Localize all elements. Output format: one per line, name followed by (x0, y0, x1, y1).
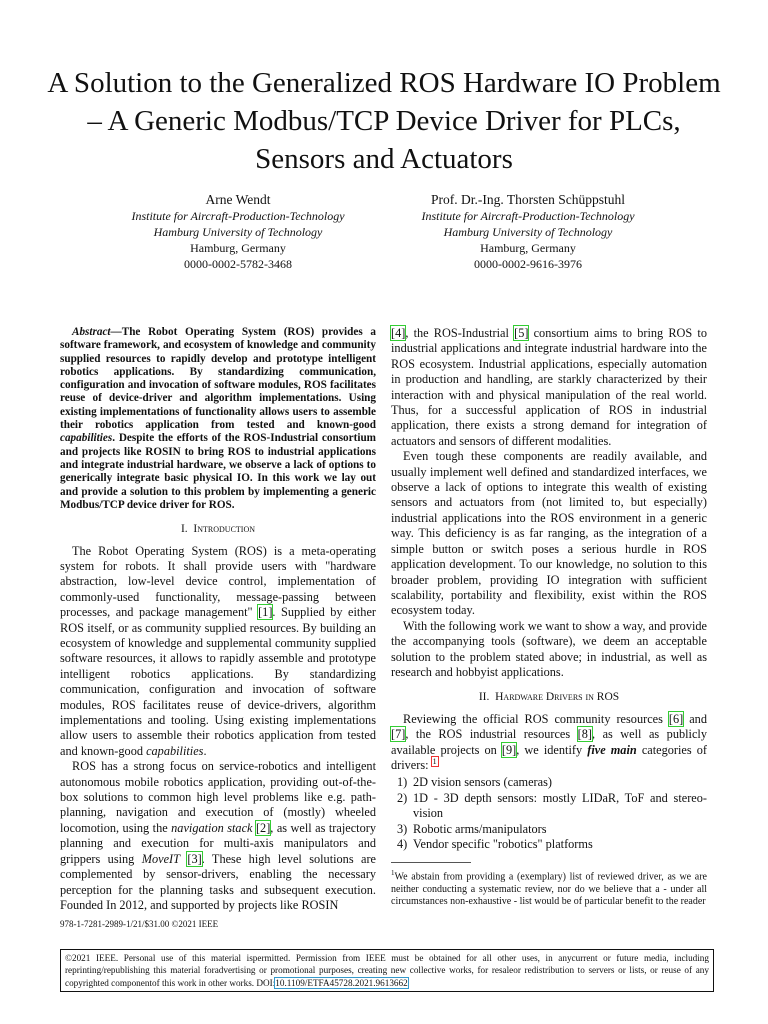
author-name: Prof. Dr.-Ing. Thorsten Schüppstuhl (431, 192, 625, 207)
list-text: Robotic arms/manipulators (413, 821, 547, 836)
text-run: , the ROS industrial resources (405, 727, 578, 742)
citation-link[interactable]: [8] (577, 727, 593, 742)
author-block-2 (378, 192, 678, 272)
citation-link[interactable]: [5] (514, 326, 529, 340)
right-paragraph-1 (391, 326, 707, 449)
citation-link[interactable]: [7] (391, 727, 406, 742)
text-run: and (683, 711, 707, 726)
abstract-text-end: . Despite the efforts of the ROS-Industrial consortium and projects like ROSIN to bring ROS to industrial applications and integrate industrial hardware, we observe a lack of options to generically integrate basic physical IO. In this work we lay out and provide a solution to this problem by implementing a generic Modbus/TCP device driver for ROS. (60, 432, 376, 511)
author-location: Hamburg, Germany (480, 241, 576, 255)
text-run: , as well as trajectory planning and execution for multi-axis manipulators and grippers using (60, 820, 376, 866)
intro-paragraph-1 (60, 544, 376, 760)
abstract-text: The Robot Operating System (ROS) provides a software framework, and ecosystem of knowledge and community supplied resources to rapidly develop and prototype intelligent robotics applications. By standardizing communication, configuration and invocation of software modules, ROS facilitates reuse of device-driver and algorithm implementations. Using existing implementations of functionality allows users to assemble their robotics application from tested and known-good (60, 326, 376, 432)
text-run: . These high level solutions are complemented by sensor-drivers, enabling the necessary perception for the planning tasks and subsequent execution. Founded In 2012, and supported by projects like ROSIN (60, 851, 377, 912)
citation-link[interactable]: [9] (501, 742, 517, 757)
text-emphasis: capabilities (146, 743, 204, 758)
author-orcid: 0000-0002-5782-3468 (184, 257, 292, 271)
text-run: . (203, 743, 207, 758)
author-orcid: 0000-0002-9616-3976 (474, 257, 582, 271)
abstract-label: Abstract (72, 326, 111, 338)
list-text: Vendor specific "robotics" platforms (413, 837, 593, 851)
text-run: , we identify (516, 742, 588, 757)
text-run: consortium aims to bring ROS to industrial applications and integrate industrial hardware into the ROS ecosystem. Industrial applications, especially automation in production and handling, are starkly characterized by their interaction with and physical manipulation of the real world. Thus, for a successful application of ROS in industrial application, there exists a strong demand for integration of actuators and sensors of different modalities. (391, 326, 707, 448)
text-run: . Supplied by either ROS itself, or as community supplied resources. By building an ecosystem of knowledge and supplemental community supplied software resources, it allows to rapidly assemble and prototype intelligent robotics applications. By standardizing communication, configuration and invocation of software modules, ROS facilitates reuse of device-drivers, algorithm implementations and tooling. Using existing implementations allow users to assemble their robotics application from tested and known-good (60, 605, 377, 758)
author-block-1 (88, 192, 388, 272)
list-text: 1D - 3D depth sensors: mostly LIDaR, ToF and stereo-vision (413, 790, 707, 821)
list-number: 3) (397, 821, 408, 836)
list-number: 1) (397, 775, 408, 790)
section-title: Hardware Drivers in ROS (495, 691, 620, 704)
author-institute: Institute for Aircraft-Production-Technology (421, 209, 635, 223)
section-heading-intro (60, 522, 376, 537)
text-run: ROS has a strong focus on service-robotics and intelligent autonomous mobile robotics application, providing out-of-the-box solutions to common high level problems like e.g. path-planning, navigation and execution of (mostly) wheeled locomotion, using the (60, 759, 376, 835)
citation-link[interactable]: [3] (187, 851, 202, 866)
isbn-line: 978-1-7281-2989-1/21/$31.00 ©2021 IEEE (60, 919, 219, 929)
author-university: Hamburg University of Technology (443, 225, 613, 239)
footnote-number: 1 (391, 869, 395, 878)
section-title: Introduction (193, 523, 256, 536)
citation-link[interactable]: [1] (258, 605, 273, 620)
author-location: Hamburg, Germany (190, 241, 286, 255)
left-column (60, 326, 376, 913)
section-number: II. (478, 691, 490, 704)
section-heading-hardware (391, 690, 707, 705)
doi-link[interactable]: 10.1109/ETFA45728.2021.9613662 (275, 977, 408, 988)
text-run: , as well as publicly available projects on (391, 727, 707, 757)
right-paragraph-3: With the following work we want to show a way, and provide the accompanying tools (software), we deem an acceptable solution to the problem stated above; in industrial, as well as research and hobbyist applications. (391, 618, 707, 679)
citation-link[interactable]: [6] (668, 711, 684, 726)
text-run: Reviewing the official ROS community resources (403, 711, 669, 726)
list-item (391, 822, 707, 837)
list-item (391, 791, 707, 822)
footnote-link[interactable]: 1 (432, 756, 437, 766)
footnote-text: We abstain from providing a (exemplary) list of reviewed driver, as we are neither conducting a systematic review, nor do we believe that a - under all circumstances non-exhaustive - list would be of particular benefit to the reader (391, 871, 707, 907)
citation-link[interactable]: [2] (255, 820, 271, 835)
hardware-paragraph (391, 712, 707, 774)
right-paragraph-2: Even tough these components are readily available, and usually implement well defined and standardized interfaces, we observe a lack of options to integrate this wealth of existing sensors and actuators from (not limited to, but especially) industrial applications into the ROS environment in a generic way. This deficiency is as far ranging, as the integration of a simple button or switch poses a serious hurdle in ROS application development. To our knowledge, no solution to this broader problem, providing IO integration with sufficient scalability, portability and flexibility, exist within the ROS ecosystem today. (391, 449, 707, 618)
abstract (60, 326, 376, 512)
list-number: 2) (397, 790, 408, 805)
footnote-divider (391, 862, 471, 863)
text-run: , the ROS-Industrial (405, 326, 515, 340)
list-text: 2D vision sensors (cameras) (413, 775, 552, 790)
author-institute: Institute for Aircraft-Production-Technology (131, 209, 345, 223)
citation-link[interactable]: [4] (391, 326, 406, 340)
section-number: I. (180, 523, 188, 536)
text-run: categories of drivers: (391, 742, 708, 772)
intro-paragraph-2 (60, 759, 376, 913)
right-column (391, 326, 707, 908)
author-name: Arne Wendt (205, 192, 271, 207)
text-emphasis: navigation stack (171, 820, 253, 835)
list-item (391, 775, 707, 790)
list-item (391, 837, 707, 852)
copyright-text: ©2021 IEEE. Personal use of this material ispermitted. Permission from IEEE must be obtained for all other uses, in anycurrent or future media, including reprinting/republishing this material foradvertising or promotional purposes, creating new collective works, for resaleor redistribution to servers or lists, or reuse of any copyrighted componentof this work in other works. DOI: (65, 953, 709, 988)
paper-title: A Solution to the Generalized ROS Hardware IO Problem – A Generic Modbus/TCP Device Driver for PLCs, Sensors and Actuators (47, 67, 721, 175)
driver-list (391, 775, 707, 852)
text-emphasis: MoveIT (141, 851, 180, 866)
author-university: Hamburg University of Technology (153, 225, 323, 239)
copyright-notice (60, 949, 714, 992)
text-emphasis: five main (587, 742, 637, 757)
list-number: 4) (397, 837, 408, 851)
text-run: The Robot Operating System (ROS) is a meta-operating system for robots. It shall provide users with "hardware abstraction, low-level device control, implementation of commonly-used functionality, message-passing between processes, and package management" (60, 543, 376, 620)
footnote (391, 867, 707, 907)
abstract-dash: — (110, 326, 122, 338)
abstract-emphasis: capabilities (60, 432, 113, 445)
